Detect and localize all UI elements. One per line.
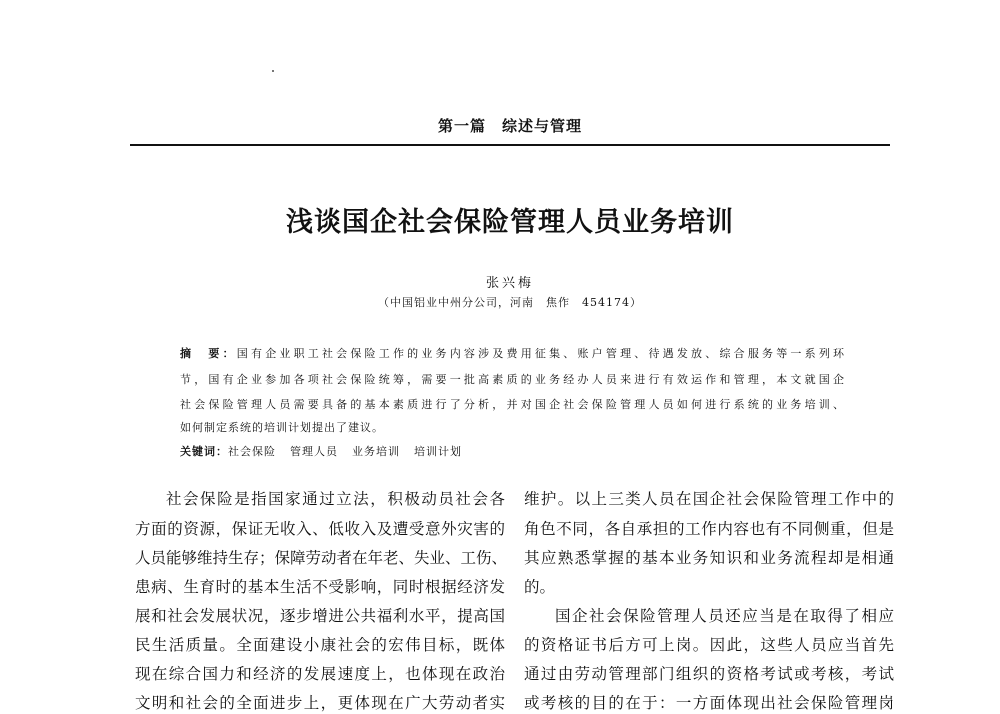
header-rule — [130, 144, 890, 146]
keyword: 管理人员 — [290, 445, 338, 458]
body-line: 的。 — [524, 578, 556, 596]
body-line: 国企社会保险管理人员还应当是在取得了相应 — [555, 607, 894, 625]
section-header: 第一篇 综述与管理 — [437, 117, 582, 135]
abstract-line — [180, 346, 845, 362]
body-line: 通过由劳动管理部门组织的资格考试或考核，考试 — [524, 665, 894, 683]
body-line: 社会保险是指国家通过立法，积极动员社会各 — [166, 490, 505, 508]
abstract-line: 节，国有企业参加各项社会保险统筹，需要一批高素质的业务经办人员来进行有效运作和管理，本文就国企 — [180, 373, 845, 386]
keyword: 业务培训 — [352, 445, 400, 458]
author: 张兴梅 — [485, 276, 534, 291]
affiliation: （中国铝业中州分公司，河南 焦作 454174） — [378, 296, 642, 309]
keywords — [180, 443, 476, 459]
body-line: 维护。以上三类人员在国企社会保险管理工作中的 — [524, 490, 894, 508]
abstract-label: 摘 要： — [180, 347, 237, 360]
body-line: 患病、生育时的基本生活不受影响，同时根据经济发 — [135, 578, 505, 596]
body-line: 民生活质量。全面建设小康社会的宏伟目标，既体 — [135, 636, 505, 654]
body-line: 其应熟悉掌握的基本业务知识和业务流程却是相通 — [524, 549, 894, 567]
keyword: 培训计划 — [414, 445, 462, 458]
body-line: 文明和社会的全面进步上，更体现在广大劳动者实 — [135, 694, 505, 712]
body-line: 方面的资源，保证无收入、低收入及遭受意外灾害的 — [135, 520, 505, 538]
body-line: 或考核的目的在于：一方面体现出社会保险管理岗 — [524, 694, 894, 712]
keyword: 社会保险 — [228, 445, 276, 458]
body-line: 现在综合国力和经济的发展速度上，也体现在政治 — [135, 665, 505, 683]
abstract-line: 如何制定系统的培训计划提出了建议。 — [180, 421, 384, 434]
body-line: 人员能够维持生存；保障劳动者在年老、失业、工伤、 — [135, 549, 508, 567]
body-line: 角色不同，各自承担的工作内容也有不同侧重，但是 — [524, 520, 894, 538]
keywords-label: 关键词： — [180, 445, 228, 458]
abstract-text: 国有企业职工社会保险工作的业务内容涉及费用征集、账户管理、待遇发放、综合服务等一系列环 — [236, 347, 846, 360]
article-title: 浅谈国企社会保险管理人员业务培训 — [286, 207, 734, 238]
body-line: 的资格证书后方可上岗。因此，这些人员应当首先 — [524, 636, 894, 654]
body-line: 展和社会发展状况，逐步增进公共福利水平，提高国 — [135, 607, 505, 625]
abstract-line: 社会保险管理人员需要具备的基本素质进行了分析，并对国企社会保险管理人员如何进行系统的业务培训、 — [180, 398, 845, 411]
scan-speck — [272, 70, 274, 72]
